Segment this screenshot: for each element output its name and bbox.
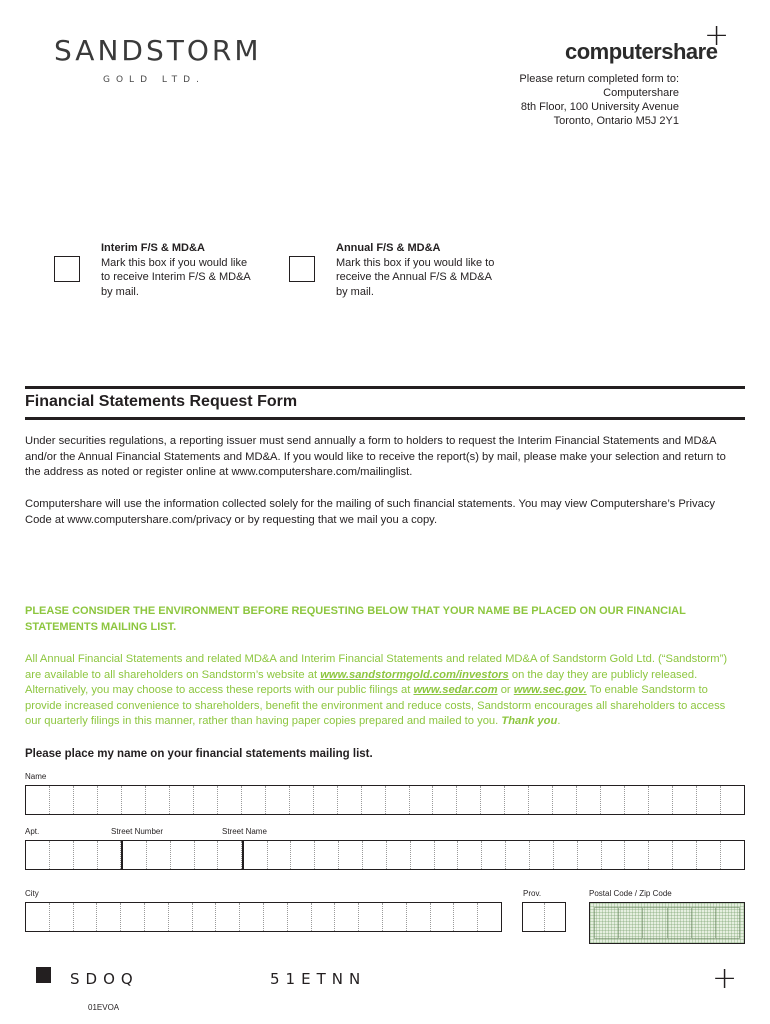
- character-box[interactable]: [50, 786, 74, 814]
- character-box[interactable]: [147, 841, 171, 869]
- character-box[interactable]: [625, 841, 649, 869]
- interim-option-line: Mark this box if you would like: [101, 256, 248, 269]
- character-box[interactable]: [458, 841, 482, 869]
- character-box[interactable]: [383, 903, 407, 931]
- apt-label: Apt.: [25, 827, 40, 836]
- environment-heading: PLEASE CONSIDER THE ENVIRONMENT BEFORE REQUESTING BELOW THAT YOUR NAME BE PLACED ON OUR FINANCIAL STATEMENTS MAILING LIST.: [25, 605, 686, 633]
- character-box[interactable]: [407, 903, 431, 931]
- character-box[interactable]: [386, 786, 410, 814]
- annual-option-text: [336, 241, 506, 299]
- character-box[interactable]: [431, 903, 455, 931]
- address-field[interactable]: [25, 840, 745, 870]
- character-box[interactable]: [553, 786, 577, 814]
- annual-option-line: Mark this box if you would like to: [336, 256, 495, 269]
- character-box[interactable]: [194, 786, 218, 814]
- character-box[interactable]: [314, 786, 338, 814]
- character-box[interactable]: [625, 786, 649, 814]
- interim-option-title: Interim F/S & MD&A: [101, 242, 205, 254]
- character-box[interactable]: [481, 786, 505, 814]
- character-box[interactable]: [146, 786, 170, 814]
- interim-fs-checkbox[interactable]: [54, 256, 80, 282]
- annual-option-title: Annual F/S & MD&A: [336, 242, 441, 254]
- character-box[interactable]: [216, 903, 240, 931]
- character-box[interactable]: [218, 786, 242, 814]
- city-label: City: [25, 889, 39, 898]
- return-instruction: Please return completed form to:: [519, 73, 679, 85]
- character-box[interactable]: [242, 786, 266, 814]
- character-box[interactable]: [578, 841, 602, 869]
- regulation-paragraph: Under securities regulations, a reporting issuer must send annually a form to holders to request the Interim Financial Statements and MD&A and/or the Annual Financial Statements and MD&A. If you would like to receive the report(s) by mail, please make your selection and return to the address as noted or register online at www.computershare.com/mailinglist.: [25, 435, 726, 478]
- return-address-line: Toronto, Ontario M5J 2Y1: [553, 115, 679, 127]
- sandstorm-logo: SANDSTORM: [54, 34, 262, 67]
- form-title: Financial Statements Request Form: [25, 393, 298, 410]
- character-box[interactable]: [26, 903, 50, 931]
- character-box[interactable]: [433, 786, 457, 814]
- character-box[interactable]: [697, 841, 721, 869]
- character-box[interactable]: [673, 841, 697, 869]
- character-box[interactable]: [601, 786, 625, 814]
- character-box[interactable]: [435, 841, 459, 869]
- computershare-logo: computershare: [565, 39, 718, 64]
- registration-mark-bottom: +: [712, 961, 738, 996]
- environment-text: .: [557, 715, 561, 727]
- character-box[interactable]: [315, 841, 339, 869]
- character-box[interactable]: [170, 786, 194, 814]
- character-box[interactable]: [523, 903, 545, 931]
- character-box[interactable]: [268, 841, 292, 869]
- annual-option-line: by mail.: [336, 285, 374, 298]
- character-box[interactable]: [721, 786, 744, 814]
- postal-code-label: Postal Code / Zip Code: [589, 889, 672, 898]
- character-box[interactable]: [554, 841, 578, 869]
- character-box[interactable]: [266, 786, 290, 814]
- name-field[interactable]: [25, 785, 745, 815]
- character-box[interactable]: [74, 786, 98, 814]
- character-box[interactable]: [529, 786, 553, 814]
- character-box[interactable]: [602, 841, 626, 869]
- character-box[interactable]: [244, 841, 268, 869]
- document-code-right: 51ETNN: [270, 970, 367, 988]
- postal-code-boxes: [594, 907, 740, 939]
- character-box[interactable]: [411, 841, 435, 869]
- character-box[interactable]: [74, 903, 98, 931]
- character-box[interactable]: [291, 841, 315, 869]
- character-box[interactable]: [649, 841, 673, 869]
- environment-text: To enable Sandstorm to provide increased convenience to shareholders, benefit the environment and reduce costs, Sandstorm encourages all shareholders to access our quarterly filings in this manner, rather than having paper copies prepared and mailed to you.: [25, 684, 726, 727]
- street-name-label: Street Name: [222, 827, 267, 836]
- character-box[interactable]: [50, 841, 74, 869]
- character-box[interactable]: [123, 841, 147, 869]
- character-box[interactable]: [505, 786, 529, 814]
- sandstorm-logo-subtitle: GOLD LTD.: [103, 75, 205, 85]
- character-box[interactable]: [359, 903, 383, 931]
- sandstorm-investors-link[interactable]: www.sandstormgold.com/investors: [320, 668, 509, 681]
- character-box[interactable]: [195, 841, 219, 869]
- character-box[interactable]: [122, 786, 146, 814]
- character-box[interactable]: [577, 786, 601, 814]
- character-box[interactable]: [240, 903, 264, 931]
- form-id: 01EVOA: [88, 1003, 120, 1012]
- character-box[interactable]: [410, 786, 434, 814]
- character-box[interactable]: [506, 841, 530, 869]
- character-box[interactable]: [98, 786, 122, 814]
- character-box[interactable]: [339, 841, 363, 869]
- character-box[interactable]: [545, 903, 566, 931]
- return-address-line: Computershare: [603, 87, 679, 99]
- title-rule-top: [25, 386, 745, 389]
- character-box[interactable]: [218, 841, 242, 869]
- character-box[interactable]: [362, 786, 386, 814]
- character-box[interactable]: [26, 841, 50, 869]
- character-box[interactable]: [193, 903, 217, 931]
- character-box[interactable]: [697, 786, 721, 814]
- registration-square: [36, 967, 51, 983]
- street-number-label: Street Number: [111, 827, 164, 836]
- character-box[interactable]: [312, 903, 336, 931]
- document-code-left: SDOQ: [70, 970, 139, 988]
- annual-option-line: receive the Annual F/S & MD&A: [336, 271, 492, 284]
- interim-option-line: by mail.: [101, 285, 139, 298]
- character-box[interactable]: [74, 841, 98, 869]
- environment-text: All Annual Financial Statements and related MD&A and Interim Financial Statements and related MD&A of Sandstorm Gold Ltd. (“Sandstorm”) are available to all shareholders on Sandstorm’s website at: [25, 653, 728, 681]
- environment-paragraph: [25, 652, 740, 730]
- character-box[interactable]: [478, 903, 501, 931]
- character-box[interactable]: [673, 786, 697, 814]
- city-field[interactable]: [25, 902, 502, 932]
- title-rule-bottom: [25, 417, 745, 420]
- character-box[interactable]: [171, 841, 195, 869]
- character-box[interactable]: [264, 903, 288, 931]
- character-box[interactable]: [649, 786, 673, 814]
- environment-text: or: [497, 684, 514, 696]
- character-box[interactable]: [121, 903, 145, 931]
- name-label: Name: [25, 772, 47, 781]
- character-box[interactable]: [169, 903, 193, 931]
- character-box[interactable]: [454, 903, 478, 931]
- character-box[interactable]: [288, 903, 312, 931]
- character-box[interactable]: [387, 841, 411, 869]
- character-box[interactable]: [145, 903, 169, 931]
- character-box[interactable]: [721, 841, 744, 869]
- postal-code-field[interactable]: [589, 902, 745, 944]
- character-box[interactable]: [290, 786, 314, 814]
- character-box[interactable]: [335, 903, 359, 931]
- character-box[interactable]: [97, 903, 121, 931]
- annual-fs-checkbox[interactable]: [289, 256, 315, 282]
- thank-you-text: Thank you: [501, 715, 558, 727]
- character-box[interactable]: [50, 903, 74, 931]
- sec-link[interactable]: www.sec.gov.: [513, 684, 587, 696]
- environment-text: on the day they are publicly released. Alternatively, you may choose to access these reports with our public filings at: [25, 668, 698, 696]
- province-field[interactable]: [522, 902, 566, 932]
- return-address-line: 8th Floor, 100 University Avenue: [520, 101, 679, 113]
- sedar-link[interactable]: www.sedar.com: [413, 684, 498, 696]
- interim-option-line: to receive Interim F/S & MD&A: [101, 271, 251, 284]
- interim-option-text: [101, 241, 261, 299]
- character-box[interactable]: [363, 841, 387, 869]
- mailing-list-heading: Please place my name on your financial statements mailing list.: [25, 748, 373, 760]
- character-box[interactable]: [26, 786, 50, 814]
- character-box[interactable]: [98, 841, 122, 869]
- privacy-paragraph: Computershare will use the information collected solely for the mailing of such financial statements. You may view Computershare’s Privacy Code at www.computershare.com/privacy or by requesting that we mail you a copy.: [25, 498, 716, 526]
- registration-mark-top: +: [704, 18, 730, 53]
- prov-label: Prov.: [523, 889, 542, 898]
- character-box[interactable]: [482, 841, 506, 869]
- character-box[interactable]: [457, 786, 481, 814]
- character-box[interactable]: [338, 786, 362, 814]
- character-box[interactable]: [530, 841, 554, 869]
